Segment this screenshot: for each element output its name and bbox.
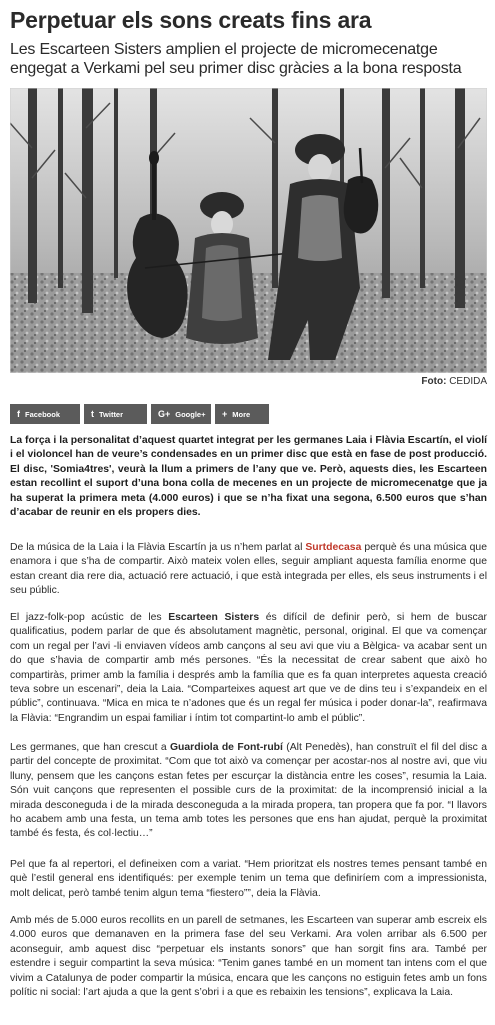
paragraph-1-text-b: perquè és una música que enamora i que s’ha de compartir. Això mateix volen elles, seguir ampliant aquesta família enorme que estan creant dia rere dia, actuació rere actuació, i que està integrada per elles, els seus instruments i el seu públic. <box>10 542 487 597</box>
article-paragraph-2 <box>10 611 487 726</box>
surtdecasa-link[interactable]: Surtdecasa <box>305 542 362 553</box>
share-facebook-button[interactable] <box>10 404 80 424</box>
share-more-label: More <box>232 409 251 419</box>
share-google-label: Google+ <box>175 409 206 419</box>
article-paragraph-5: Amb més de 5.000 euros recollits en un parell de setmanes, les Escarteen van superar amb escreix els 4.000 euros que demanaven en la primera fase del seu Verkami. Ara volen arribar als 6.500 per aconseguir, amb aquest disc “perpetuar els instants sonors” que han sorgit fins ara. També per estendre i seguir compartint la seva música: “Tenim ganes també en un moment tan intens com el que vivim a Catalunya de poder compartir la música, encara que les cançons no estiguin fetes amb un fons polític ni social: l’art ajuda a que la gent s’obri i a que es rebaixin les tensions”, explicava la Laia. <box>10 915 487 999</box>
article-paragraph-4: Pel que fa al repertori, el defineixen com a variat. “Hem prioritzat els nostres temes pensant també en què l’estil general ens identifiqués: per exemple tenim un tema que definiríem com a impressionista, molt delicat, però també tenim algun tema “fiestero””, deia la Flàvia. <box>10 859 487 899</box>
plus-icon: + <box>222 409 228 419</box>
share-google-button[interactable] <box>151 404 211 424</box>
share-bar <box>10 404 269 424</box>
photo-credit <box>421 376 487 387</box>
share-facebook-label: Facebook <box>25 409 61 419</box>
forest-photo-illustration <box>10 88 487 373</box>
article-subtitle: Les Escarteen Sisters amplien el projecte de micromecenatge engegat a Verkami pel seu primer disc gràcies a la bona resposta <box>10 41 462 77</box>
twitter-icon: t <box>91 409 94 419</box>
article-title: Perpetuar els sons creats fins ara <box>10 7 372 33</box>
share-twitter-button[interactable] <box>84 404 147 424</box>
photo-credit-label: Foto: <box>421 376 447 387</box>
facebook-icon: f <box>17 409 20 419</box>
paragraph-3-text-a: Les germanes, que han crescut a <box>10 742 170 753</box>
article-lead: La força i la personalitat d’aquest quartet integrat per les germanes Laia i Flàvia Escartín, el violí i el violoncel han de veure’s condensades en un primer disc que està en fase de post producció. El disc, 'Somia4tres', veurà la llum a primers de l’any que ve. Però, aquests dies, les Escarteen estan recollint el suport d’una bona colla de mecenes en un projecte de micromecenatge que ja ha superat la primera meta (4.000 euros) i que se n’ha fixat una segona, 6.500 euros que s’han d’acabar de reunir en els propers dies. <box>10 435 487 519</box>
share-twitter-label: Twitter <box>99 409 124 419</box>
paragraph-3-bold: Guardiola de Font-rubí <box>169 742 283 753</box>
paragraph-3-text-b: (Alt Penedès), han construït el fil del disc a partir del concepte de proximitat. “Com que tot això va començar per acostar-nos al nostre avi, que viu lluny, pensem que les cançons estan fetes per escurçar la distància entre les coses”, resumia la Laia. Són vuit cançons que representen el possible curs de la proximitat: de la incomprensió inicial a la mirada desconeguda i de la mirada desconeguda a la mirada propera, tan propera que fa por. “I llavors ho acabem amb una festa, un tema amb totes les persones que ens han ajudat, perquè la proximitat també és festa, és col·lectiu…” <box>10 742 488 840</box>
paragraph-1-text-a: De la música de la Laia i la Flàvia Escartín ja us n’hem parlat al <box>10 542 306 553</box>
article-paragraph-3 <box>10 741 487 842</box>
photo-credit-value: CEDIDA <box>449 376 487 387</box>
paragraph-2-text-a: El jazz-folk-pop acústic de les <box>10 612 169 623</box>
google-plus-icon: G+ <box>158 409 171 419</box>
paragraph-2-text-b: és difícil de definir però, si hem de buscar qualificatius, podem parlar de que és absolutament magnètic, personal, original. El que va començar com un regal per l’avi -li envіaven vídeos amb cançons al seu avi que viu a Bèlgica- va acabar sent un do que s’havia de compartir amb més persones. “És la necessitat de crear sabent que això ho compartiràs, primer amb la família i després amb la família que es fa quan interpretes aquesta creació teva sobre un escenari”, deia la Laia. “Comparteixes aquest art que ve de dins teu i s’expandeix en el públic”, continuava. “Mica en mica te n’adones que és un regal fer música i poder donar-la”, reafirmava la Flàvia: “Engrandim un espai familiar i íntim tot compartint-lo amb el públic”. <box>10 612 487 724</box>
paragraph-2-bold: Escarteen Sisters <box>168 612 260 623</box>
share-more-button[interactable] <box>215 404 269 424</box>
article-paragraph-1 <box>10 541 487 599</box>
article-photo <box>10 88 487 373</box>
